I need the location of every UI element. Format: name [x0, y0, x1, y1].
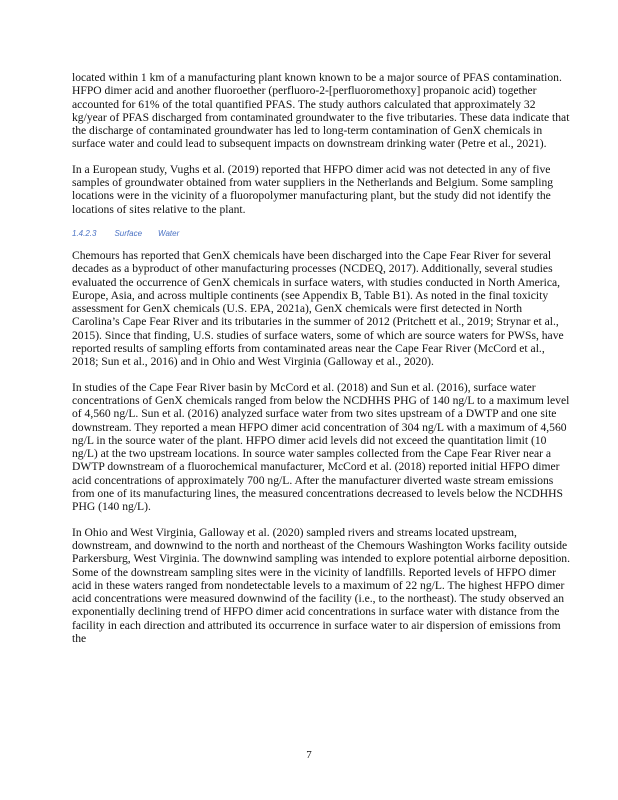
paragraph-cape-fear-studies: In studies of the Cape Fear River basin by McCord et al. (2018) and Sun et al. (2016), surface water concentrations of GenX chemicals ranged from below the NCDHHS PHG of 140 ng/L to a maximum level of 4,560 ng/L. Sun et al. (2016) analyzed surface water from two sites upstream of a DWTP and one site downstream. They reported a mean HFPO dimer acid concentration of 304 ng/L with a maximum of 4,560 ng/L in the source water of the plant. HFPO dimer acid levels did not exceed the quantitation limit (10 ng/L) at the two upstream locations. In source water samples collected from the Cape Fear River near a DWTP downstream of a fluorochemical manufacturer, McCord et al. (2018) reported initial HFPO dimer acid concentrations of approximately 700 ng/L. After the manufacturer diverted waste stream emissions from one of its manufacturing lines, the measured concentrations decreased to levels below the NCDHHS PHG (140 ng/L).	[72, 380, 570, 514]
paragraph-cape-fear-overview: Chemours has reported that GenX chemicals have been discharged into the Cape Fear River for several decades as a byproduct of other manufacturing processes (NCDEQ, 2017). Additionally, several studies evaluated the occurrence of GenX chemicals in surface waters, with studies conducted in North America, Europe, Asia, and across multiple continents (see Appendix B, Table B1). As noted in the final toxicity assessment for GenX chemicals (U.S. EPA, 2021a), GenX chemicals were first detected in North Carolina’s Cape Fear River and its tributaries in the summer of 2012 (Pritchett et al., 2019; Strynar et al., 2015). Since that finding, U.S. studies of surface waters, some of which are source waters for PWSs, have reported results of sampling efforts from contaminated areas near the Cape Fear River (McCord et al., 2018; Sun et al., 2016) and in Ohio and West Virginia (Galloway et al., 2020).	[72, 248, 564, 369]
section-heading	[72, 229, 572, 238]
page-number: 7	[306, 749, 312, 761]
paragraph-ohio-west-virginia: In Ohio and West Virginia, Galloway et al. (2020) sampled rivers and streams located upstream, downstream, and downwind to the north and northeast of the Chemours Washington Works facility outside Parkersburg, West Virginia. The downwind sampling was intended to explore potential airborne deposition. Some of the downstream sampling sites were in the vicinity of landfills. Reported levels of HFPO dimer acid in these waters ranged from nondetectable levels to a maximum of 22 ng/L. The highest HFPO dimer acid concentrations were measured downwind of the facility (i.e., to the northeast). The study observed an exponentially declining trend of HFPO dimer acid concentrations in surface water with distance from the facility in each direction and attributed its occurrence in surface water to air dispersion of emissions from the	[72, 525, 570, 645]
section-title-part1: Surface	[114, 228, 143, 238]
paragraph-groundwater-tributaries: located within 1 km of a manufacturing plant known known to be a major source of PFAS contamination. HFPO dimer acid and another fluoroether (perfluoro-2-[perfluoromethoxy] propanoic acid) together accounted for 61% of the total quantified PFAS. The study authors calculated that approximately 32 kg/year of PFAS discharged from contaminated groundwater to the five tributaries. These data indicate that the discharge of contaminated groundwater has led to long-term contamination of GenX chemicals in surface water and could lead to subsequent impacts on downstream drinking water (Petre et al., 2021).	[72, 71, 570, 151]
document-body	[72, 71, 572, 657]
paragraph-european-study: In a European study, Vughs et al. (2019) reported that HFPO dimer acid was not detected in any of five samples of groundwater obtained from water suppliers in the Netherlands and Belgium. Some sampling locations were in the vicinity of a fluoropolymer manufacturing plant, but the study did not identify the locations of sites relative to the plant.	[72, 162, 554, 216]
section-title-part2: Water	[158, 228, 180, 238]
section-number: 1.4.2.3	[72, 228, 97, 238]
